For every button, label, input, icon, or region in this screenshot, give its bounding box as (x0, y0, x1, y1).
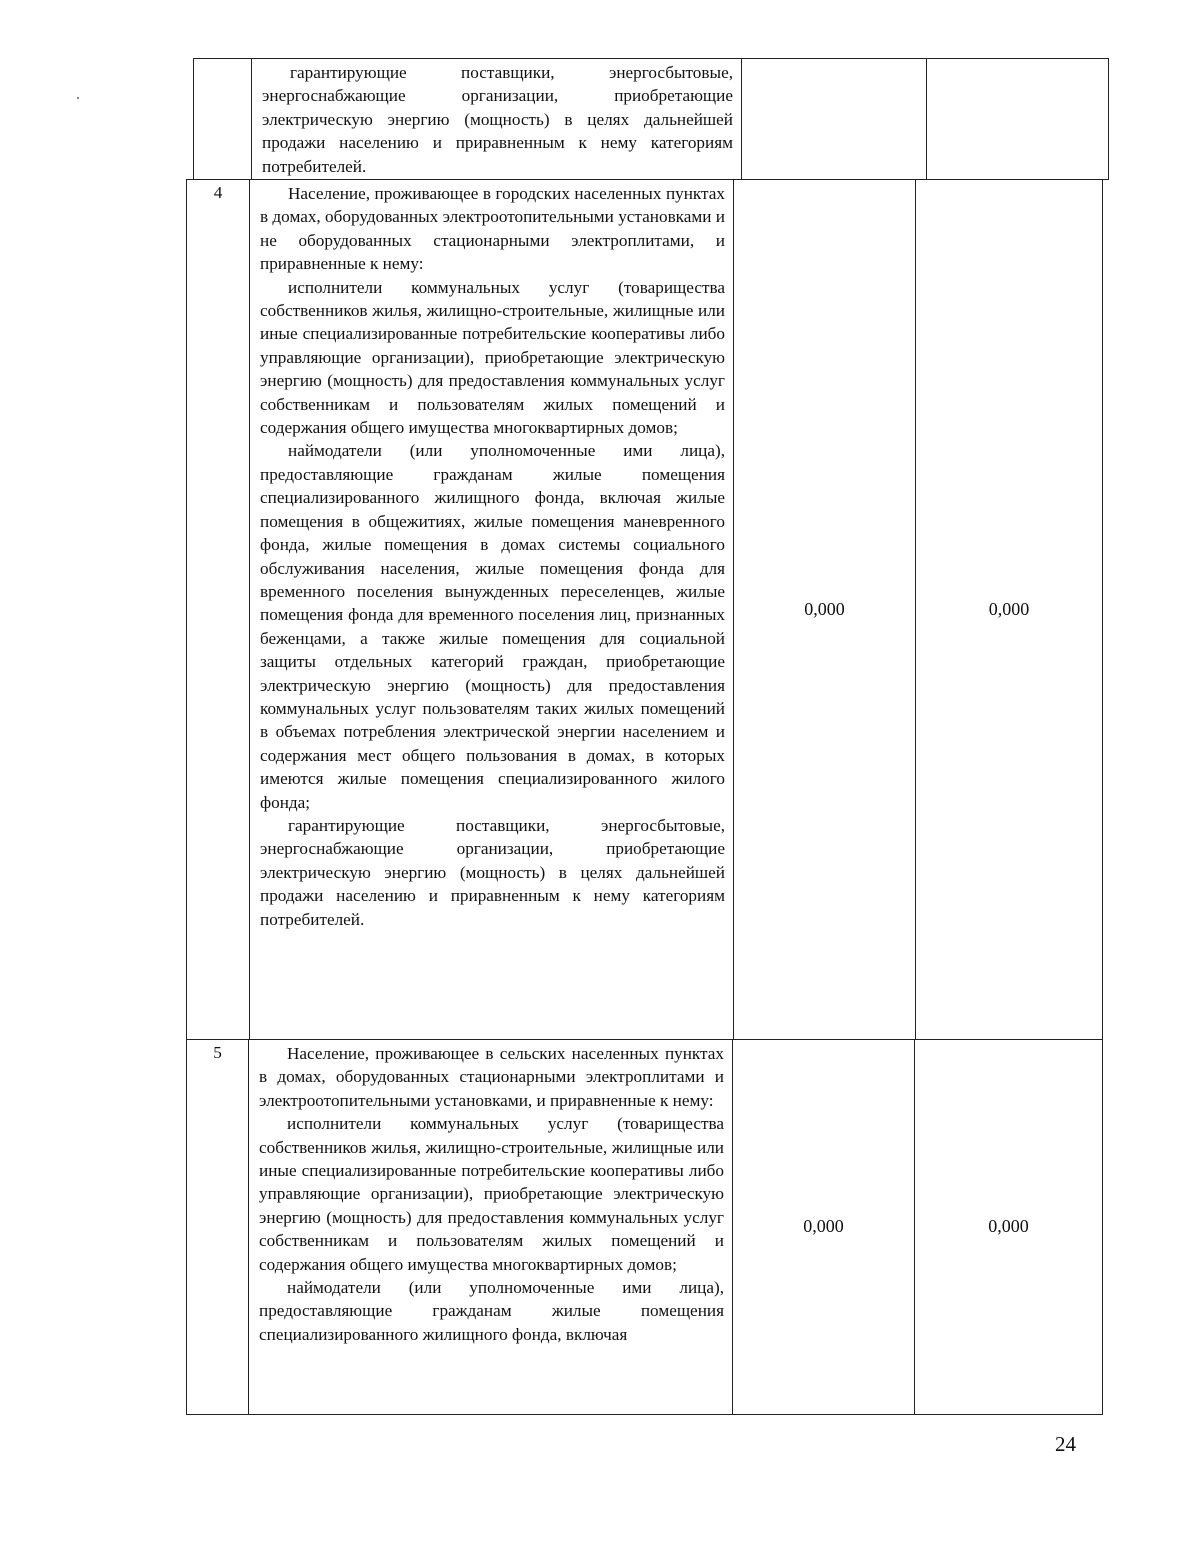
value-cell-1 (742, 59, 927, 180)
row-description (249, 1040, 733, 1415)
description-paragraph: наймодатели (или уполномоченные ими лица), предоставляющие гражданам жилые помещения специализированного жилищного фонда, включая (259, 1278, 724, 1344)
description-paragraph: исполнители коммунальных услуг (товарищества собственников жилья, жилищно-строительные, жилищные или иные специализированные потребительские кооперативы либо управляющие организации), приобретающие электрическую энергию (мощность) для предоставления коммунальных услуг собственникам и пользователям жилых помещений и содержания общего имущества многоквартирных домов; (259, 1114, 724, 1274)
value-cell-1: 0,000 (733, 1040, 915, 1415)
tariff-table-segment-middle (186, 179, 1103, 1040)
table-row (194, 59, 1109, 180)
tariff-table-segment-top (193, 58, 1109, 180)
value-cell-2: 0,000 (915, 1040, 1103, 1415)
table-row (187, 1040, 1103, 1415)
row-description (250, 180, 734, 1040)
description-paragraph: Население, проживающее в городских населенных пунктах в домах, оборудованных электроотопительными установками и не оборудованных стационарными электроплитами, и приравненные к нему: (260, 184, 725, 274)
table-row (187, 180, 1103, 1040)
row-description (252, 59, 742, 180)
row-number (194, 59, 252, 180)
description-paragraph: гарантирующие поставщики, энергосбытовые, энергоснабжающие организации, приобретающие электрическую энергию (мощность) в целях дальнейшей продажи населению и приравненным к нему категориям потребителей. (262, 63, 733, 176)
description-paragraph: наймодатели (или уполномоченные ими лица), предоставляющие гражданам жилые помещения специализированного жилищного фонда, включая жилые помещения в общежитиях, жилые помещения маневренного фонда, жилые помещения в домах системы социального обслуживания населения, жилые помещения фонда для временного поселения вынужденных переселенцев, жилые помещения фонда для временного поселения лиц, признанных беженцами, а также жилые помещения для социальной защиты отдельных категорий граждан, приобретающие электрическую энергию (мощность) для предоставления коммунальных услуг пользователям таких жилых помещений в объемах потребления электрической энергии населением и содержания мест общего пользования в домах, в которых имеются жилые помещения специализированного жилого фонда; (260, 441, 725, 812)
description-paragraph: гарантирующие поставщики, энергосбытовые, энергоснабжающие организации, приобретающие электрическую энергию (мощность) в целях дальнейшей продажи населению и приравненным к нему категориям потребителей. (260, 815, 725, 929)
value-cell-2 (927, 59, 1109, 180)
row-number: 5 (187, 1040, 249, 1415)
page-number: 24 (1055, 1432, 1076, 1456)
description-paragraph: Население, проживающее в сельских населенных пунктах в домах, оборудованных стационарными электроплитами и электроотопительными установками, и приравненные к нему: (259, 1044, 724, 1110)
row-number: 4 (187, 180, 250, 1040)
description-paragraph: исполнители коммунальных услуг (товарищества собственников жилья, жилищно-строительные, жилищные или иные специализированные потребительские кооперативы либо управляющие организации), приобретающие электрическую энергию (мощность) для предоставления коммунальных услуг собственникам и пользователям жилых помещений и содержания общего имущества многоквартирных домов; (260, 277, 725, 438)
value-cell-2: 0,000 (916, 180, 1103, 1040)
scan-speck (77, 97, 79, 99)
tariff-table-segment-bottom (186, 1039, 1103, 1415)
value-cell-1: 0,000 (734, 180, 916, 1040)
